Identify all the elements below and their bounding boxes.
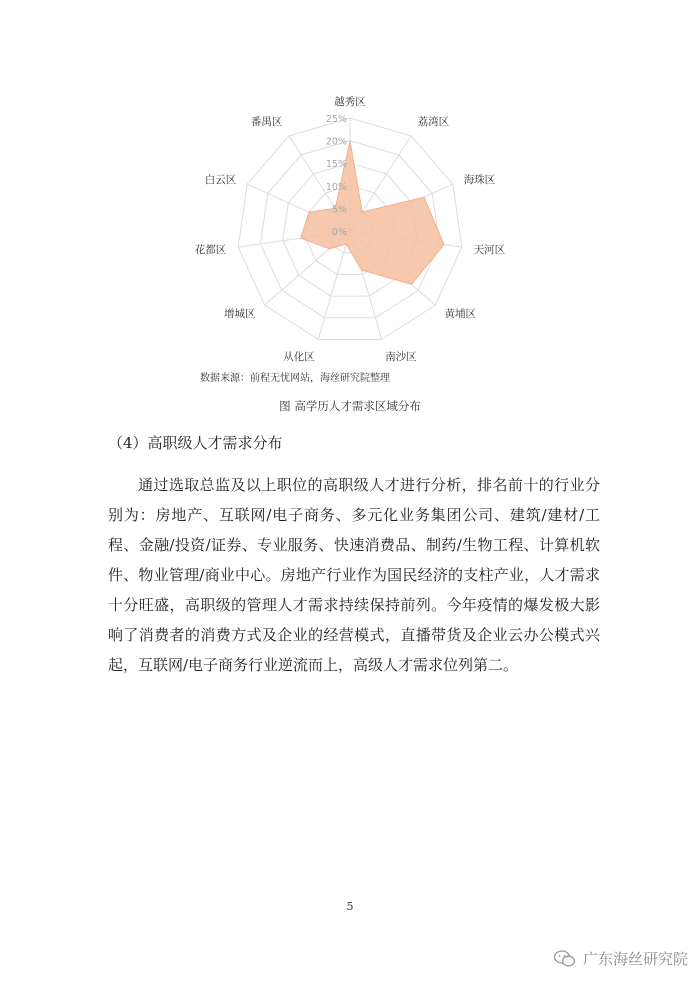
radar-tick-label: 25% bbox=[325, 114, 347, 125]
chart-source: 数据来源：前程无忧网站，海丝研究院整理 bbox=[200, 373, 390, 384]
body-paragraph: 通过选取总监及以上职位的高职级人才进行分析，排名前十的行业分别为：房地产、互联网/电子商务、多元化业务集团公司、建筑/建材/工程、金融/投资/证券、专业服务、快速消费品、制药/生物工程、计算机软件、物业管理/商业中心。房地产行业作为国民经济的支柱产业，人才需求十分旺盛，高职级的管理人才需求持续保持前列。今年疫情的爆发极大影响了消费者的消费方式及企业的经营模式，直播带货及企业云办公模式兴起，互联网/电子商务行业逆流而上，高级人才需求位列第二。 bbox=[108, 476, 600, 674]
radar-category-label: 天河区 bbox=[473, 243, 506, 256]
radar-data-area bbox=[301, 141, 444, 285]
radar-tick-label: 0% bbox=[331, 227, 347, 238]
radar-category-label: 增城区 bbox=[224, 307, 256, 320]
radar-category-label: 荔湾区 bbox=[417, 115, 450, 128]
watermark-text: 广东海丝研究院 bbox=[582, 950, 688, 968]
radar-chart bbox=[150, 88, 570, 388]
radar-category-label: 白云区 bbox=[204, 174, 237, 187]
figure-caption: 图 高学历人才需求区域分布 bbox=[279, 399, 421, 413]
radar-category-label: 花都区 bbox=[194, 243, 227, 256]
section-heading: （4）高职级人才需求分布 bbox=[108, 434, 283, 452]
wechat-icon bbox=[553, 949, 577, 969]
radar-category-label: 黄埔区 bbox=[444, 307, 476, 320]
radar-tick-label: 20% bbox=[325, 136, 347, 148]
radar-tick-label: 15% bbox=[325, 159, 347, 171]
radar-category-label: 越秀区 bbox=[334, 96, 366, 108]
radar-category-label: 番禺区 bbox=[250, 115, 283, 128]
page-number: 5 bbox=[346, 900, 354, 913]
radar-category-label: 南沙区 bbox=[385, 350, 417, 363]
radar-tick-label: 5% bbox=[331, 204, 347, 216]
radar-tick-label: 10% bbox=[325, 181, 347, 193]
watermark bbox=[553, 948, 688, 969]
radar-category-label: 海珠区 bbox=[463, 174, 496, 187]
radar-category-label: 从化区 bbox=[283, 350, 315, 363]
